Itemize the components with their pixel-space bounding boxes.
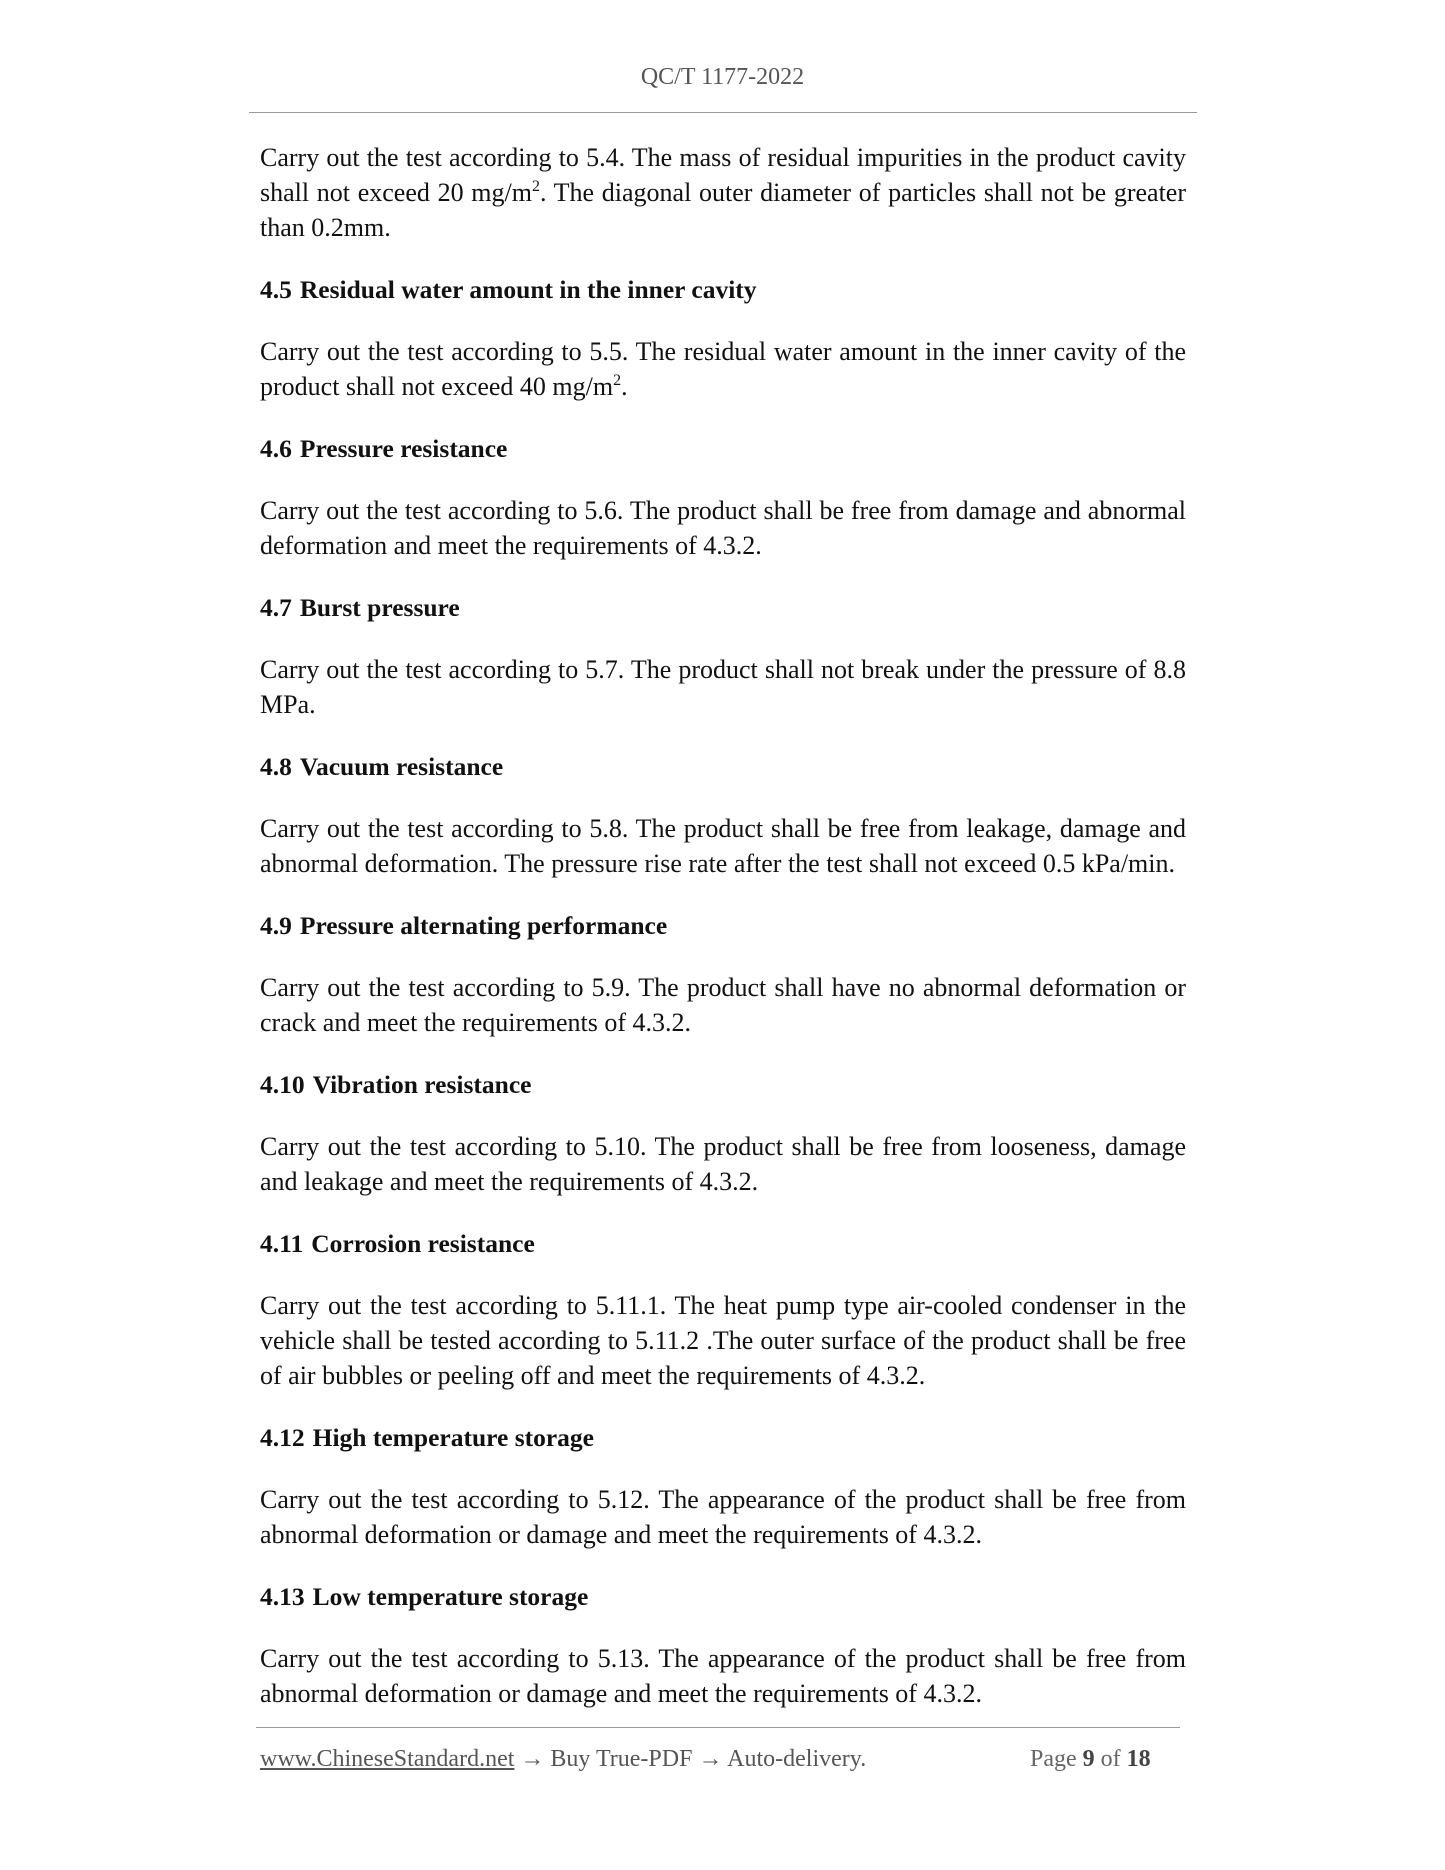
section-number: 4.7: [260, 593, 292, 622]
section-title: High temperature storage: [312, 1423, 594, 1452]
page-total: 18: [1126, 1746, 1151, 1772]
section-heading-4-6: [260, 431, 1186, 466]
section-body-4-10: Carry out the test according to 5.10. The product shall be free from looseness, damage and leakage and meet the requirements of 4.3.2.: [260, 1132, 1186, 1196]
section-number: 4.10: [260, 1070, 305, 1099]
section-body-4-7: Carry out the test according to 5.7. The product shall not break under the pressure of 8.8 MPa.: [260, 655, 1186, 719]
section-heading-4-11: [260, 1226, 1186, 1261]
section-number: 4.13: [260, 1582, 305, 1611]
section-number: 4.5: [260, 275, 292, 304]
section-title: Pressure alternating performance: [299, 911, 668, 940]
site-link[interactable]: www.ChineseStandard.net: [260, 1746, 515, 1772]
page-current: 9: [1082, 1746, 1095, 1772]
page-label: Page: [1030, 1746, 1077, 1772]
section-heading-4-8: [260, 749, 1186, 784]
footer-promo: [260, 1746, 866, 1773]
section-body-4-8: Carry out the test according to 5.8. The product shall be free from leakage, damage and abnormal deformation. The pressure rise rate after the test shall not exceed 0.5 kPa/min.: [260, 814, 1186, 878]
section-number: 4.8: [260, 752, 292, 781]
section-superscript: 2: [613, 372, 622, 389]
footer-divider: [256, 1727, 1180, 1728]
section-body-4-9: Carry out the test according to 5.9. The product shall have no abnormal deformation or crack and meet the requirements of 4.3.2.: [260, 973, 1186, 1037]
section-number: 4.9: [260, 911, 292, 940]
buy-pdf-text: Buy True-PDF: [550, 1746, 693, 1772]
section-body-4-11: Carry out the test according to 5.11.1. The heat pump type air-cooled condenser in the vehicle shall be tested according to 5.11.2 .The outer surface of the product shall be free of air bubbles or peeling off and meet the requirements of 4.3.2.: [260, 1291, 1186, 1390]
section-number: 4.11: [260, 1229, 304, 1258]
section-title: Residual water amount in the inner cavity: [299, 275, 757, 304]
intro-text-b: . The diagonal outer diameter of particles shall not be greater than 0.2mm.: [260, 178, 1186, 242]
section-body-4-6: Carry out the test according to 5.6. The product shall be free from damage and abnormal deformation and meet the requirements of 4.3.2.: [260, 496, 1186, 560]
section-title: Low temperature storage: [312, 1582, 589, 1611]
intro-paragraph: [260, 140, 1186, 245]
arrow-right-icon: →: [520, 1746, 545, 1772]
intro-superscript: 2: [531, 178, 540, 195]
section-number: 4.12: [260, 1423, 305, 1452]
auto-delivery-text: Auto-delivery.: [727, 1746, 867, 1772]
section-title: Vacuum resistance: [299, 752, 504, 781]
section-number: 4.6: [260, 434, 292, 463]
intro-text-a: Carry out the test according to 5.4. The mass of residual impurities in the product cavity shall not exceed 20 mg/m: [260, 143, 1186, 207]
section-body-4-5: [260, 334, 1186, 404]
section-title: Burst pressure: [299, 593, 460, 622]
section-heading-4-13: [260, 1579, 1186, 1614]
section-title: Vibration resistance: [312, 1070, 532, 1099]
section-body-4-13: Carry out the test according to 5.13. The appearance of the product shall be free from abnormal deformation or damage and meet the requirements of 4.3.2.: [260, 1644, 1186, 1708]
header-divider: [249, 112, 1197, 113]
section-body-4-12: Carry out the test according to 5.12. The appearance of the product shall be free from abnormal deformation or damage and meet the requirements of 4.3.2.: [260, 1485, 1186, 1549]
section-title: Corrosion resistance: [311, 1229, 535, 1258]
section-heading-4-9: [260, 908, 1186, 943]
header-doc-code: QC/T 1177-2022: [640, 64, 805, 90]
arrow-right-icon: →: [698, 1746, 723, 1772]
section-body-text-b: .: [621, 372, 628, 401]
main-content: [260, 140, 1186, 1738]
section-body-text-a: Carry out the test according to 5.5. The residual water amount in the inner cavity of the product shall not exceed 40 mg/m: [260, 337, 1186, 401]
section-heading-4-10: [260, 1067, 1186, 1102]
section-heading-4-7: [260, 590, 1186, 625]
of-label: of: [1100, 1746, 1121, 1772]
section-title: Pressure resistance: [299, 434, 508, 463]
page-indicator: [1030, 1746, 1151, 1773]
section-heading-4-12: [260, 1420, 1186, 1455]
section-heading-4-5: [260, 272, 1186, 307]
